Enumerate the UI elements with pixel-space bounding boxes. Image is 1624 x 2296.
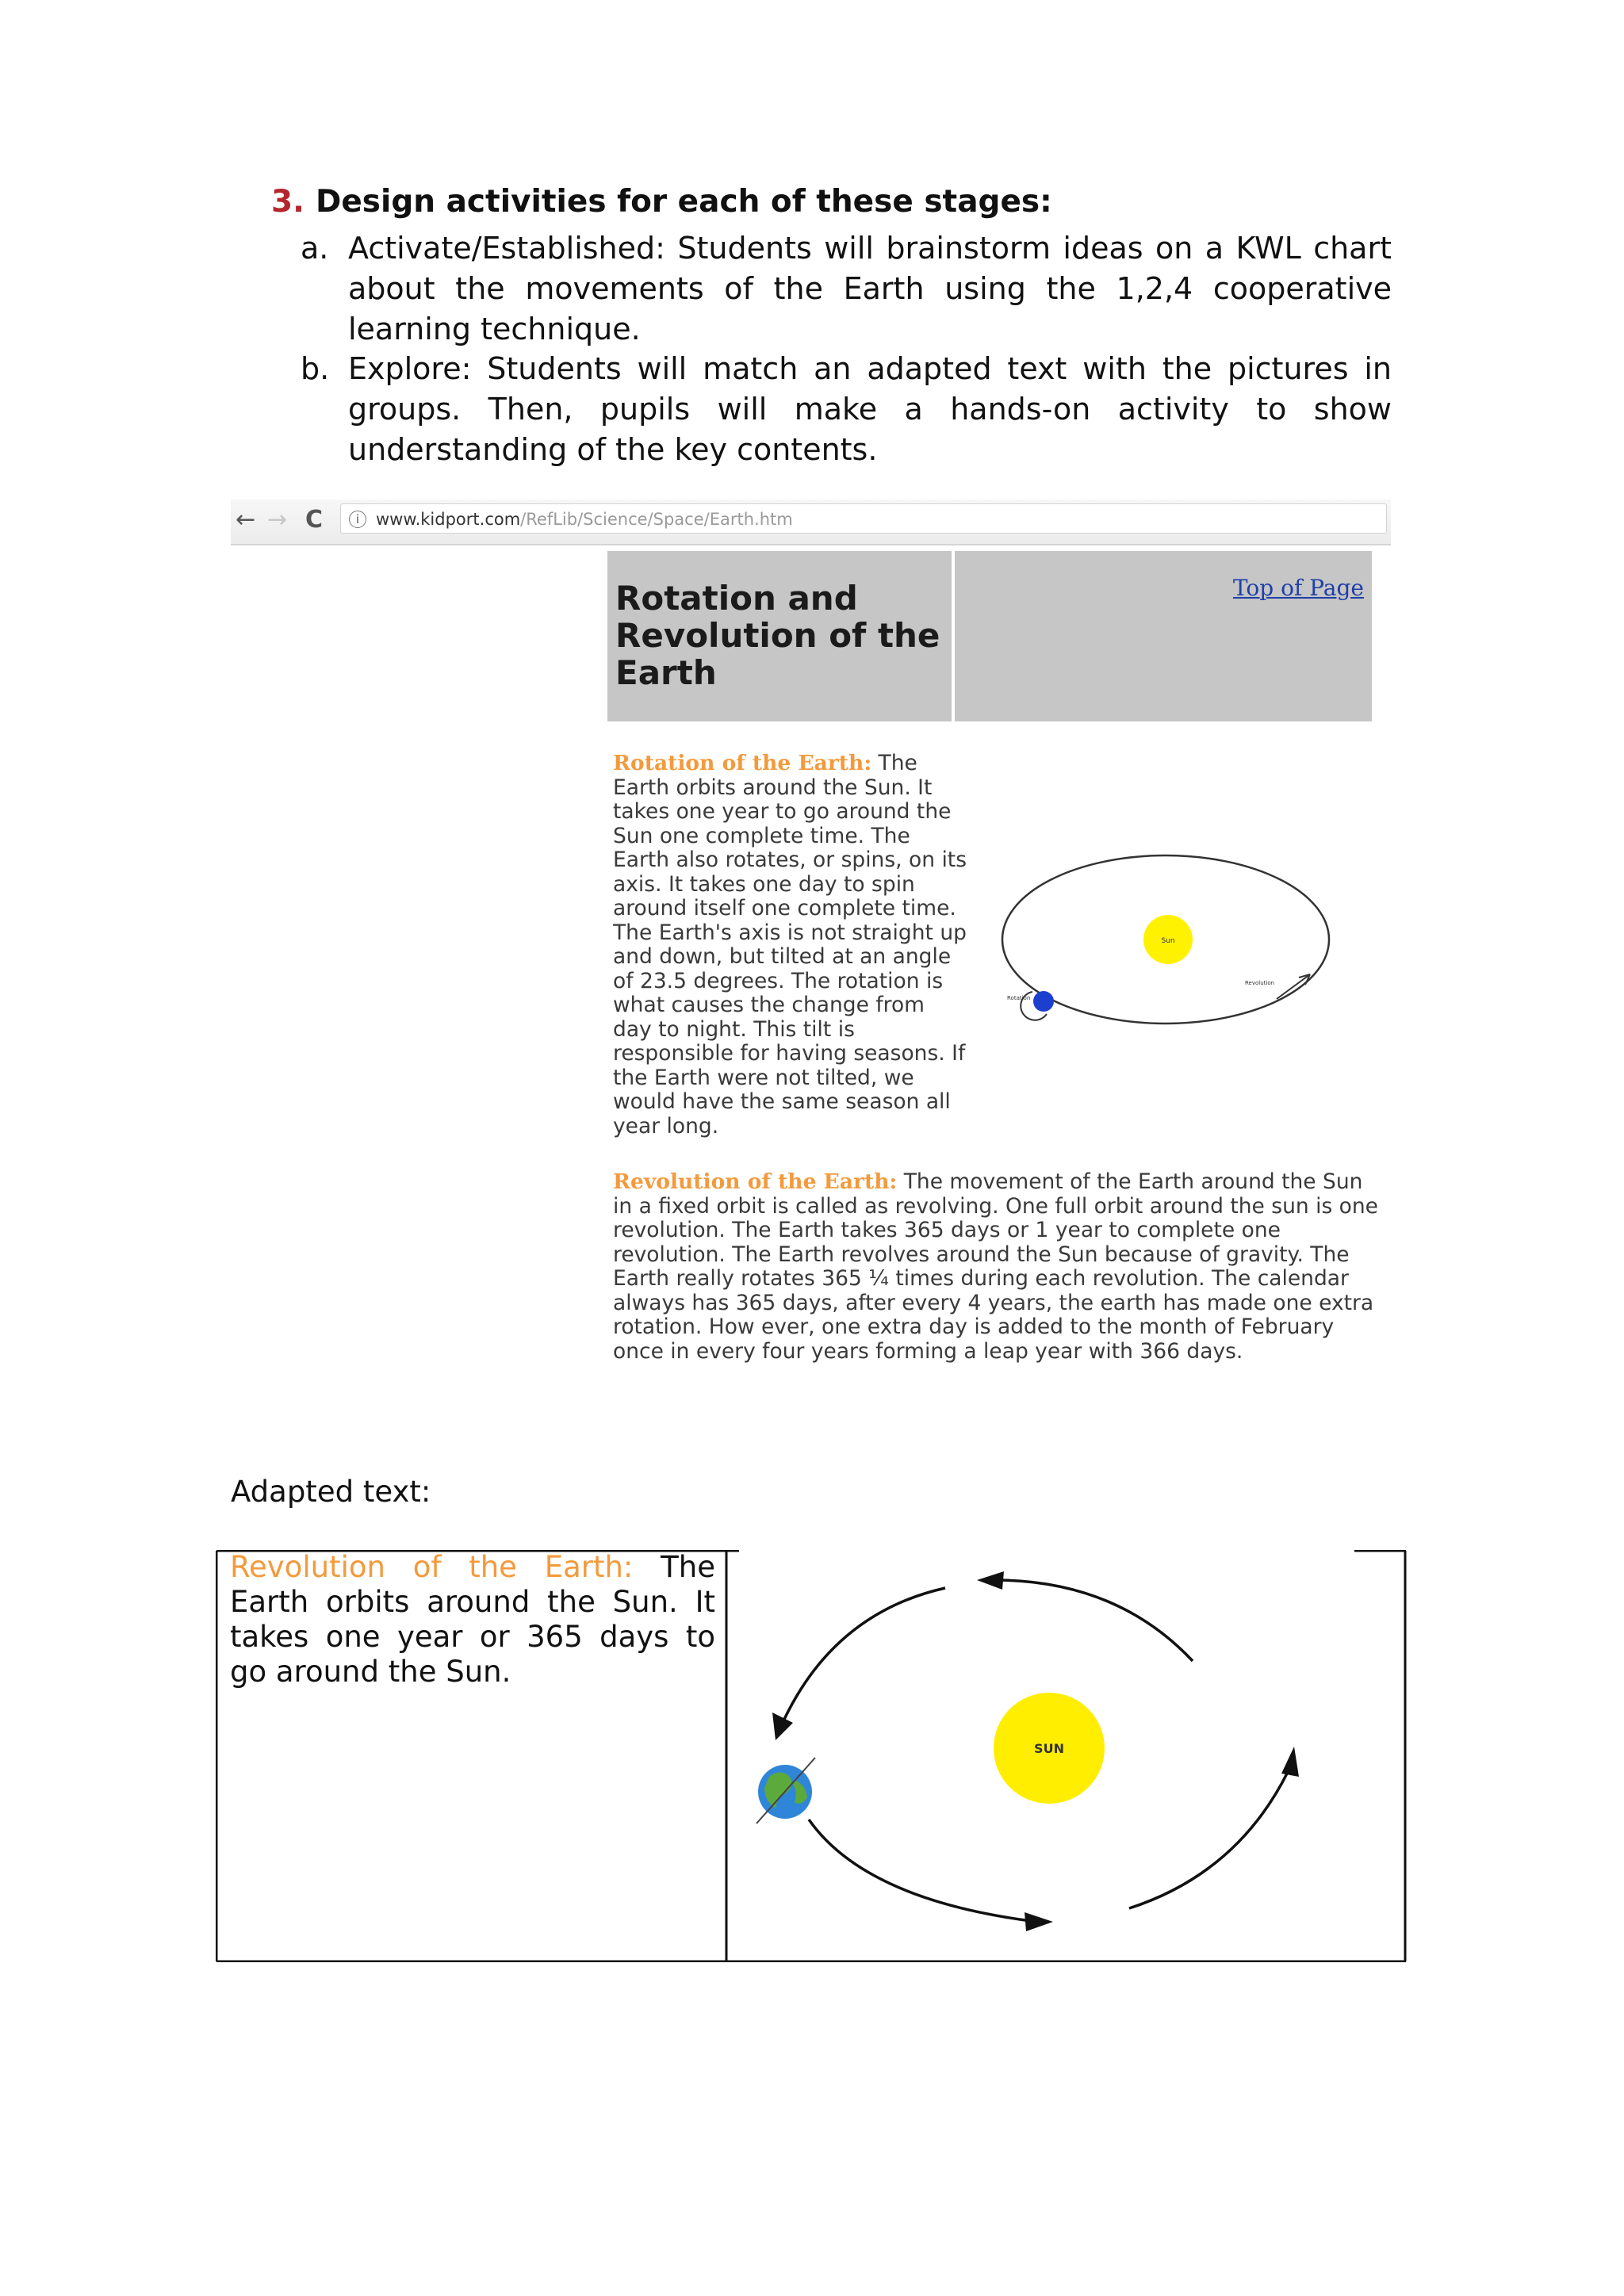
list-item-text: Explore: Students will match an adapted text with the pictures in groups. Then, pupils will make a hands-on activity to show understanding of the key contents. [348,351,1392,467]
adapted-cell-text [230,1550,715,1689]
reload-icon[interactable]: C [305,506,324,534]
list-item-a [301,228,1392,350]
top-of-page-link[interactable]: Top of Page [1232,575,1364,601]
section-heading [271,184,1052,220]
arrow-head-icon [1281,1747,1299,1777]
list-item-text: Activate/Established: Students will brainstorm ideas on a KWL chart about the movements of the Earth using the 1,2,4 cooperative learning technique. [348,231,1392,346]
revolution-label: Revolution of the Earth: [613,1169,898,1194]
orbit-diagram-small [983,844,1340,1050]
rotation-diagram-label: Rotation [1007,995,1031,1001]
kidport-header-right [955,551,1372,721]
heading-text: Design activities for each of these stages: [315,184,1052,220]
adapted-cell-label: Revolution of the Earth: [230,1550,634,1584]
kidport-title-box [607,551,952,721]
revolution-paragraph [613,1170,1382,1364]
url-path: /RefLib/Science/Space/Earth.htm [520,510,793,529]
adapted-table [216,1550,1407,1962]
rotation-label: Rotation of the Earth: [613,751,872,775]
rotation-text: The Earth orbits around the Sun. It takes one year to go around the Sun one complete time. The Earth also rotates, or spins, on its axis. It takes one day to spin around itself one complete time. The Earth's axis is not straight up and down, but tilted at an angle of 23.5 degrees. The rotation is what causes the change from day to night. This tilt is responsible for having seasons. If the Earth were not tilted, we would have the same season all year long. [613,751,967,1138]
revolution-arrow-icon [1277,974,1310,999]
list-marker: a. [301,231,329,266]
info-icon: i [349,511,366,528]
revolution-diagram-label: Revolution [1245,980,1275,986]
kidport-title: Rotation and Revolution of the Earth [615,579,940,692]
orbit-arc-bottom-left [809,1820,1031,1921]
revolution-text: The movement of the Earth around the Sun in a fixed orbit is called as revolving. One full orbit around the sun is one revolution. The Earth takes 365 days or 1 year to complete one revolution. The Earth revolves around the Sun because of gravity. The Earth really rotates 365 ¼ times during each revolution. The calendar always has 365 days, after every 4 years, the earth has made one extra rotation. How ever, one extra day is added to the month of February once in every four years forming a leap year with 366 days. [613,1169,1378,1364]
sun-label: Sun [1161,937,1175,945]
arrow-head-icon [772,1712,793,1740]
forward-arrow-icon[interactable]: → [267,506,288,534]
list-item-b [301,349,1392,470]
orbit-arc-top [999,1580,1193,1661]
earth-icon [1033,991,1054,1012]
url-host: www.kidport.com [376,510,521,529]
adapted-text-label: Adapted text: [231,1475,431,1509]
orbit-diagram-large [730,1550,1405,1961]
sun-label: SUN [1034,1741,1064,1756]
rotation-paragraph [613,752,970,1138]
address-bar[interactable] [340,503,1387,534]
heading-number: 3. [271,184,304,220]
list-marker: b. [301,351,330,386]
back-arrow-icon[interactable]: ← [236,506,256,534]
arrow-head-icon [1025,1912,1053,1931]
adapted-cell-body: The Earth orbits around the Sun. It takes one year or 365 days to go around the Sun. [230,1550,715,1689]
arrow-head-icon [977,1571,1004,1590]
browser-toolbar [231,499,1391,545]
orbit-arc-top-left [782,1588,945,1724]
orbit-arc-bottom-right [1129,1772,1288,1908]
